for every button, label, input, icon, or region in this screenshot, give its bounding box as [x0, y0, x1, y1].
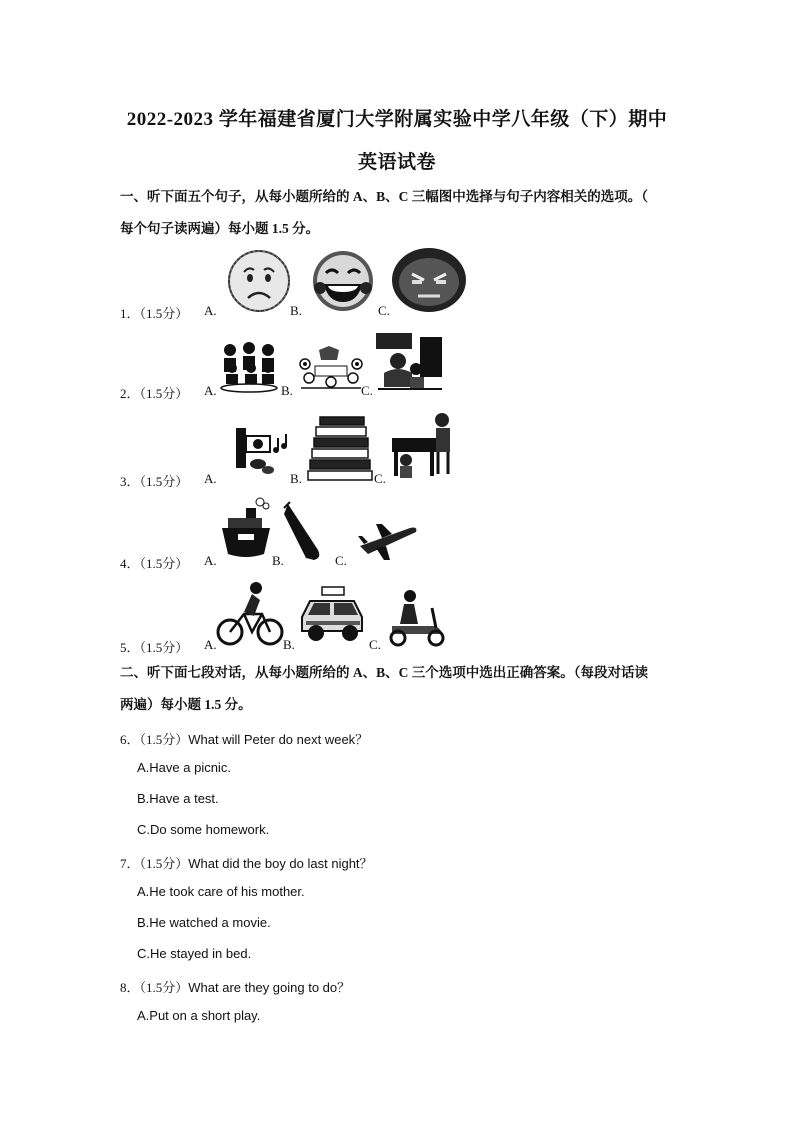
- kids-singing-icon: [218, 338, 280, 394]
- family-reading-icon: [376, 333, 444, 395]
- q6-option-c: C.Do some homework.: [137, 822, 270, 837]
- q7-option-a: A.He took care of his mother.: [137, 884, 305, 899]
- ship-icon: [220, 496, 272, 564]
- option-c-label: C.: [378, 303, 390, 318]
- page-title-line-1: 2022-2023 学年福建省厦门大学附属实验中学八年级（下）期中: [126, 109, 668, 130]
- section-2-heading-line-2: 两遍）每小题 1.5 分。: [120, 697, 252, 712]
- question-number: 6．（1.5分）: [120, 732, 189, 747]
- question-number: 3．（1.5分）: [120, 474, 189, 489]
- sad-face-icon: [226, 248, 292, 314]
- option-b-label: B.: [272, 553, 284, 568]
- option-a-label: A.: [204, 553, 217, 568]
- option-c-label: C.: [374, 471, 386, 486]
- q7-option-c: C.He stayed in bed.: [137, 946, 252, 961]
- question-number: 1．（1.5分）: [120, 306, 189, 321]
- question-text: What are they going to do？: [188, 980, 351, 995]
- scooter-icon: [388, 588, 448, 648]
- section-1-heading-line-1: 一、听下面五个句子，从每小题所给的 A、B、C 三幅图中选择与句子内容相关的选项。（: [120, 189, 649, 204]
- laughing-face-icon: [308, 248, 378, 314]
- option-b-label: B.: [281, 383, 293, 398]
- option-c-label: C.: [335, 553, 347, 568]
- train-icon: [282, 500, 332, 562]
- question-text: What will Peter do next week？: [188, 732, 369, 747]
- section-2-heading-line-1: 二、听下面七段对话，从每小题所给的 A、B、C 三个选项中选出正确答案。（每段对话读: [120, 665, 649, 680]
- option-b-label: B.: [283, 637, 295, 652]
- page-title-line-2: 英语试卷: [357, 152, 436, 173]
- book-stack-icon: [306, 415, 374, 481]
- question-text: What did the boy do last night？: [188, 856, 373, 871]
- option-c-label: C.: [361, 383, 373, 398]
- question-6: [120, 729, 368, 748]
- question-number: 8．（1.5分）: [120, 980, 189, 995]
- section-1-heading-line-2: 每个句子读两遍）每小题 1.5 分。: [120, 221, 320, 236]
- question-number: 7．（1.5分）: [120, 856, 189, 871]
- q6-option-b: B.Have a test.: [137, 791, 219, 806]
- taxi-icon: [296, 585, 368, 647]
- question-7: [120, 853, 373, 872]
- q6-option-a: A.Have a picnic.: [137, 760, 231, 775]
- question-number: 2．（1.5分）: [120, 386, 189, 401]
- section-2-heading: [120, 657, 680, 721]
- question-number: 5．（1.5分）: [120, 640, 189, 655]
- option-b-label: B.: [290, 303, 302, 318]
- music-player-icon: [234, 424, 296, 476]
- birthday-party-icon: [297, 344, 365, 390]
- option-a-label: A.: [204, 303, 217, 318]
- question-number: 4．（1.5分）: [120, 556, 189, 571]
- airplane-icon: [356, 518, 420, 562]
- option-b-label: B.: [290, 471, 302, 486]
- bicycle-rider-icon: [216, 580, 284, 648]
- piano-lesson-icon: [388, 410, 456, 482]
- section-1-heading: [120, 181, 680, 245]
- option-a-label: A.: [204, 637, 217, 652]
- option-a-label: A.: [204, 471, 217, 486]
- q8-option-a: A.Put on a short play.: [137, 1008, 261, 1023]
- option-a-label: A.: [204, 383, 217, 398]
- option-c-label: C.: [369, 637, 381, 652]
- angry-face-icon: [390, 246, 468, 314]
- q7-option-b: B.He watched a movie.: [137, 915, 271, 930]
- question-8: [120, 977, 350, 996]
